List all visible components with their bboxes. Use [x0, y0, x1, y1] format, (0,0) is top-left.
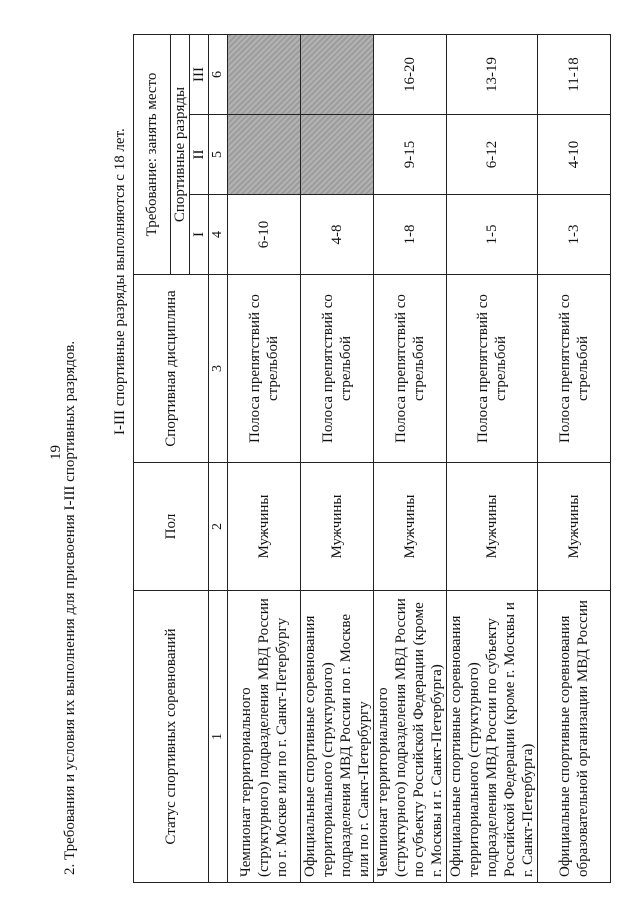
- gender-cell: Мужчины: [301, 463, 374, 591]
- discipline-cell: Полоса препятствий со стрельбой: [301, 275, 374, 463]
- gender-cell: Мужчины: [374, 463, 447, 591]
- page-number: 19: [48, 445, 64, 460]
- table-row: [301, 35, 374, 883]
- column-number: 4: [209, 195, 228, 275]
- table-row: [228, 35, 301, 883]
- rank-2-cell: [228, 115, 301, 195]
- column-number: 3: [209, 275, 228, 463]
- rank-1-cell: 6-10: [228, 195, 301, 275]
- status-cell: Чемпионат территориального (структурного) подразделения МВД России по субъекту Российской Федерации (кроме г. Москвы и г. Санкт-Петербурга): [374, 591, 447, 883]
- header-ranks: Спортивные разряды: [171, 35, 190, 275]
- discipline-cell: Полоса препятствий со стрельбой: [228, 275, 301, 463]
- rank-1-cell: 4-8: [301, 195, 374, 275]
- status-cell: Официальные спортивные соревнования территориального (структурного) подразделения МВД России по г. Москве или по г. Санкт-Петербургу: [301, 591, 374, 883]
- status-cell: Официальные спортивные соревнования территориального (структурного) подразделения МВД России по субъекту Российской Федерации (кроме г. Москвы и г. Санкт-Петербурга): [447, 591, 538, 883]
- header-rank-1: I: [190, 195, 209, 275]
- header-status: Статус спортивных соревнований: [134, 591, 209, 883]
- table-row: [538, 35, 611, 883]
- header-rank-3: III: [190, 35, 209, 115]
- requirements-table: [133, 34, 611, 883]
- discipline-cell: Полоса препятствий со стрельбой: [538, 275, 611, 463]
- header-rank-2: II: [190, 115, 209, 195]
- rank-1-cell: 1-5: [447, 195, 538, 275]
- rank-2-cell: 4-10: [538, 115, 611, 195]
- rank-1-cell: 1-8: [374, 195, 447, 275]
- section-heading: 2. Требования и условия их выполнения для присвоения I-III спортивных разрядов.: [62, 340, 78, 875]
- rank-2-cell: 9-15: [374, 115, 447, 195]
- rank-3-cell: 16-20: [374, 35, 447, 115]
- discipline-cell: Полоса препятствий со стрельбой: [447, 275, 538, 463]
- header-gender: Пол: [134, 463, 209, 591]
- rank-3-cell: 11-18: [538, 35, 611, 115]
- table-row: [447, 35, 538, 883]
- table-row: [374, 35, 447, 883]
- gender-cell: Мужчины: [228, 463, 301, 591]
- gender-cell: Мужчины: [447, 463, 538, 591]
- column-number: 5: [209, 115, 228, 195]
- column-number: 6: [209, 35, 228, 115]
- rank-1-cell: 1-3: [538, 195, 611, 275]
- column-number: 1: [209, 591, 228, 883]
- rank-3-cell: 13-19: [447, 35, 538, 115]
- table-caption: I-III спортивные разряды выполняются с 18 лет.: [112, 128, 128, 435]
- status-cell: Чемпионат территориального (структурного) подразделения МВД России по г. Москве или по г. Санкт-Петербургу: [228, 591, 301, 883]
- header-row-1: [134, 35, 171, 883]
- rank-3-cell: [228, 35, 301, 115]
- column-number-row: [209, 35, 228, 883]
- gender-cell: Мужчины: [538, 463, 611, 591]
- status-cell: Официальные спортивные соревнования образовательной организации МВД России: [538, 591, 611, 883]
- rank-3-cell: [301, 35, 374, 115]
- header-requirement: Требование: занять место: [134, 35, 171, 275]
- discipline-cell: Полоса препятствий со стрельбой: [374, 275, 447, 463]
- rank-2-cell: 6-12: [447, 115, 538, 195]
- rank-2-cell: [301, 115, 374, 195]
- header-discipline: Спортивная дисциплина: [134, 275, 209, 463]
- column-number: 2: [209, 463, 228, 591]
